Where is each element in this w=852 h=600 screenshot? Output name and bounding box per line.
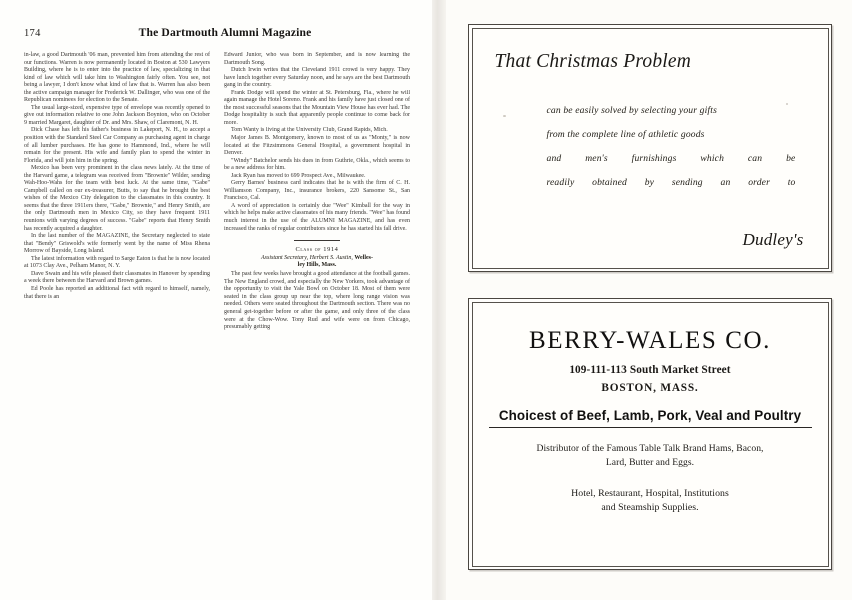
- ad-word: to: [787, 176, 796, 188]
- berry-wales-distributor-text: [493, 442, 808, 471]
- paragraph: The usual large-sized, expensive type of envelope was recently opened to give out information relative to one John Jackson Boynton, who on October 9 married Margaret, daughter of Dr. and Mrs. Shaw, of Claremont, N. H.: [24, 104, 210, 126]
- ad-border-outer: [468, 298, 832, 570]
- berry-wales-tagline: Choicest of Beef, Lamb, Pork, Veal and Poultry: [489, 408, 812, 428]
- distributor-line-one: Distributor of the Famous Table Talk Brand Hams, Bacon,: [536, 442, 764, 454]
- paragraph: The latest information with regard to Sarge Eaton is that he is now located at 1073 Clay Ave., Pelham Manor, N. Y.: [24, 255, 210, 270]
- paragraph: Edward Junior, who was born in September, and is now learning the Dartmouth Song.: [224, 52, 410, 66]
- page-number: 174: [24, 28, 41, 39]
- dudleys-advertisement: [468, 24, 832, 272]
- ad-word: and: [546, 152, 562, 164]
- ad-word: an: [720, 176, 731, 188]
- ad-word: men's: [585, 152, 608, 164]
- secretary-place-part-two: ley Hills, Mass.: [297, 262, 337, 269]
- ad-word: furnishings: [631, 152, 677, 164]
- paragraph: The past few weeks have brought a good attendance at the football games. The New England crowd, and especially the New Yorkers, took advantage of the opportunity to visit the Yale Bowl on October 18. Most of them were seated in the class group up near the top, where long range vision was needed. Others were seated throughout the Dartmouth section. There was no general get-together before or after the game, and only three of the class were at the Chow-Wow. Tony Rud and wife were on from Chicago, presumably getting: [224, 271, 410, 331]
- ad-word: which: [700, 152, 725, 164]
- paragraph: in-law, a good Dartmouth '06 man, prevented him from attending the rest of our functions. Warren is now permanently located in Boston at 530 Lawyers Building, where he is to enter into the practice of law, specializing in that kind of law which will take him to Washington fairly often. You see, not being a lawyer, I don't know what kind of law that is. Warren has also been the active campaign manager for Frederick W. Dallinger, who was one of the Republican nominees for election to the Senate.: [24, 52, 210, 104]
- dudleys-ad-line: [547, 171, 796, 195]
- secretary-place-part-one: Welles-: [354, 254, 373, 261]
- distributor-line-two: Lard, Butter and Eggs.: [605, 457, 695, 468]
- class-secretary-line: [224, 255, 410, 270]
- paragraph: Dutch Irwin writes that the Cleveland 1911 crowd is very happy. They have lunch together every Saturday noon, and he says are the best Dartmouth gang in the country.: [224, 67, 410, 89]
- running-title: The Dartmouth Alumni Magazine: [138, 26, 312, 39]
- ad-border-inner: [472, 28, 829, 269]
- ad-word: sending: [671, 176, 703, 188]
- dudleys-ad-line: can be easily solved by selecting your gifts: [546, 104, 717, 116]
- section-divider-rule: [294, 240, 340, 241]
- dudleys-ad-line: from the complete line of athletic goods: [546, 128, 705, 140]
- text-columns: [24, 52, 410, 592]
- berry-wales-company-name: BERRY-WALES CO.: [528, 326, 772, 354]
- paragraph: Jack Ryan has moved to 699 Prospect Ave., Milwaukee.: [231, 172, 366, 179]
- column-one: [24, 52, 210, 592]
- dudleys-ad-body: [547, 99, 796, 195]
- berry-wales-supplies-text: [487, 487, 814, 516]
- supplies-line-one: Hotel, Restaurant, Hospital, Institutions: [571, 487, 729, 499]
- scan-speck: [503, 115, 506, 117]
- berry-wales-ad-content: [473, 303, 828, 566]
- paragraph: Tom Wanty is living at the University Club, Grand Rapids, Mich.: [231, 127, 388, 134]
- paragraph: A word of appreciation is certainly due "Wee" Kimball for the way in which he helps make active classmates of his many friends. "Wee" has found much interest in the use of the ALUMNI MAGAZINE, and has even increased the ranks of regular contributors since he has started his fall drive.: [224, 202, 410, 232]
- ad-word: readily: [546, 176, 575, 188]
- page-header: [24, 26, 410, 42]
- berry-wales-city-state: BOSTON, MASS.: [601, 381, 699, 394]
- ad-word: by: [644, 176, 655, 188]
- page-gutter: [432, 0, 446, 600]
- paragraph: Gerry Barnes' business card indicates that he is with the firm of C. H. Williamson Company, Inc., insurance brokers, 220 Sansome St., San Francisco, Cal.: [224, 180, 410, 202]
- dudleys-ad-line: [547, 147, 796, 171]
- dudleys-ad-headline: That Christmas Problem: [494, 50, 692, 72]
- ad-border-outer: [468, 24, 832, 272]
- secretary-name: Herbert S. Austin,: [309, 254, 353, 261]
- supplies-line-two: and Steamship Supplies.: [601, 502, 699, 513]
- paragraph: In the last number of the MAGAZINE, the Secretary neglected to state that "Bendy" Griswold's wife formerly went by the name of Miss Rhena Morrow of Bayside, Long Island.: [24, 233, 210, 255]
- paragraph: Dick Chase has left his father's business in Lakeport, N. H., to accept a position with the Standard Steel Car Company as purchasing agent in charge of all lumber purchases. He has gone to Hammond, Ind., where he will remain for the present. His wife and family plan to spend the winter in Florida, and will join him in the spring.: [24, 127, 210, 164]
- class-heading: [224, 246, 410, 254]
- secretary-role-label: Assistant Secretary,: [260, 254, 309, 261]
- paragraph: Dave Swain and his wife pleased their classmates in Hanover by spending a week there between the Harvard and Brown games.: [24, 270, 210, 285]
- ad-border-inner: [472, 302, 829, 567]
- ad-word: be: [786, 152, 796, 164]
- class-heading-text: Class of 1914: [295, 246, 339, 254]
- berry-wales-street-address: 109-111-113 South Market Street: [569, 363, 731, 376]
- dudleys-ad-content: [473, 29, 828, 268]
- ad-word: order: [748, 176, 770, 188]
- ad-word: obtained: [592, 176, 627, 188]
- dudleys-ad-signature: Dudley's: [742, 229, 804, 249]
- paragraph: Ed Poole has reported an additional fact with regard to himself, namely, that there is an: [24, 285, 210, 300]
- paragraph: "Windy" Batchelor sends his dues in from Guthrie, Okla., which seems to be a new address for him.: [224, 157, 410, 172]
- paragraph: Mexico has been very prominent in the class news lately. At the time of the Harvard game, a telegram was received from "Brownie" Wilder, sending Wah-Hoo-Wahs for the team with best luck. At the same time, "Gabe" Campbell called on our ex-treasurer, Butts, to say that he brought the best wishes of the Mexico City delegation to the classmates in this country. It seems that the three 1911ers there, "Gabe," Brownie," and Henry Smith, are the only Dartmouth men in Mexico City, so they have frequent 1911 reunions with varying degrees of success. "Gabe" reports that Henry Smith has recently acquired a daughter.: [24, 165, 210, 232]
- paragraph: Frank Dodge will spend the winter at St. Petersburg, Fla., where he will again manage the Hotel Soreno. Frank and his family have just closed one of the most successful seasons that the Mountain View House has ever had. The Dodge hospitality is such that apparently people continue to come back for more.: [224, 89, 410, 126]
- right-page: [446, 0, 852, 600]
- paragraph: Major James B. Montgomery, known to most of us as "Monty," is now located at the Fitzsimmons General Hospital, a government hospital in Denver.: [224, 135, 410, 157]
- column-two: [224, 52, 410, 592]
- ad-word: can: [747, 152, 763, 164]
- berry-wales-advertisement: [468, 298, 832, 570]
